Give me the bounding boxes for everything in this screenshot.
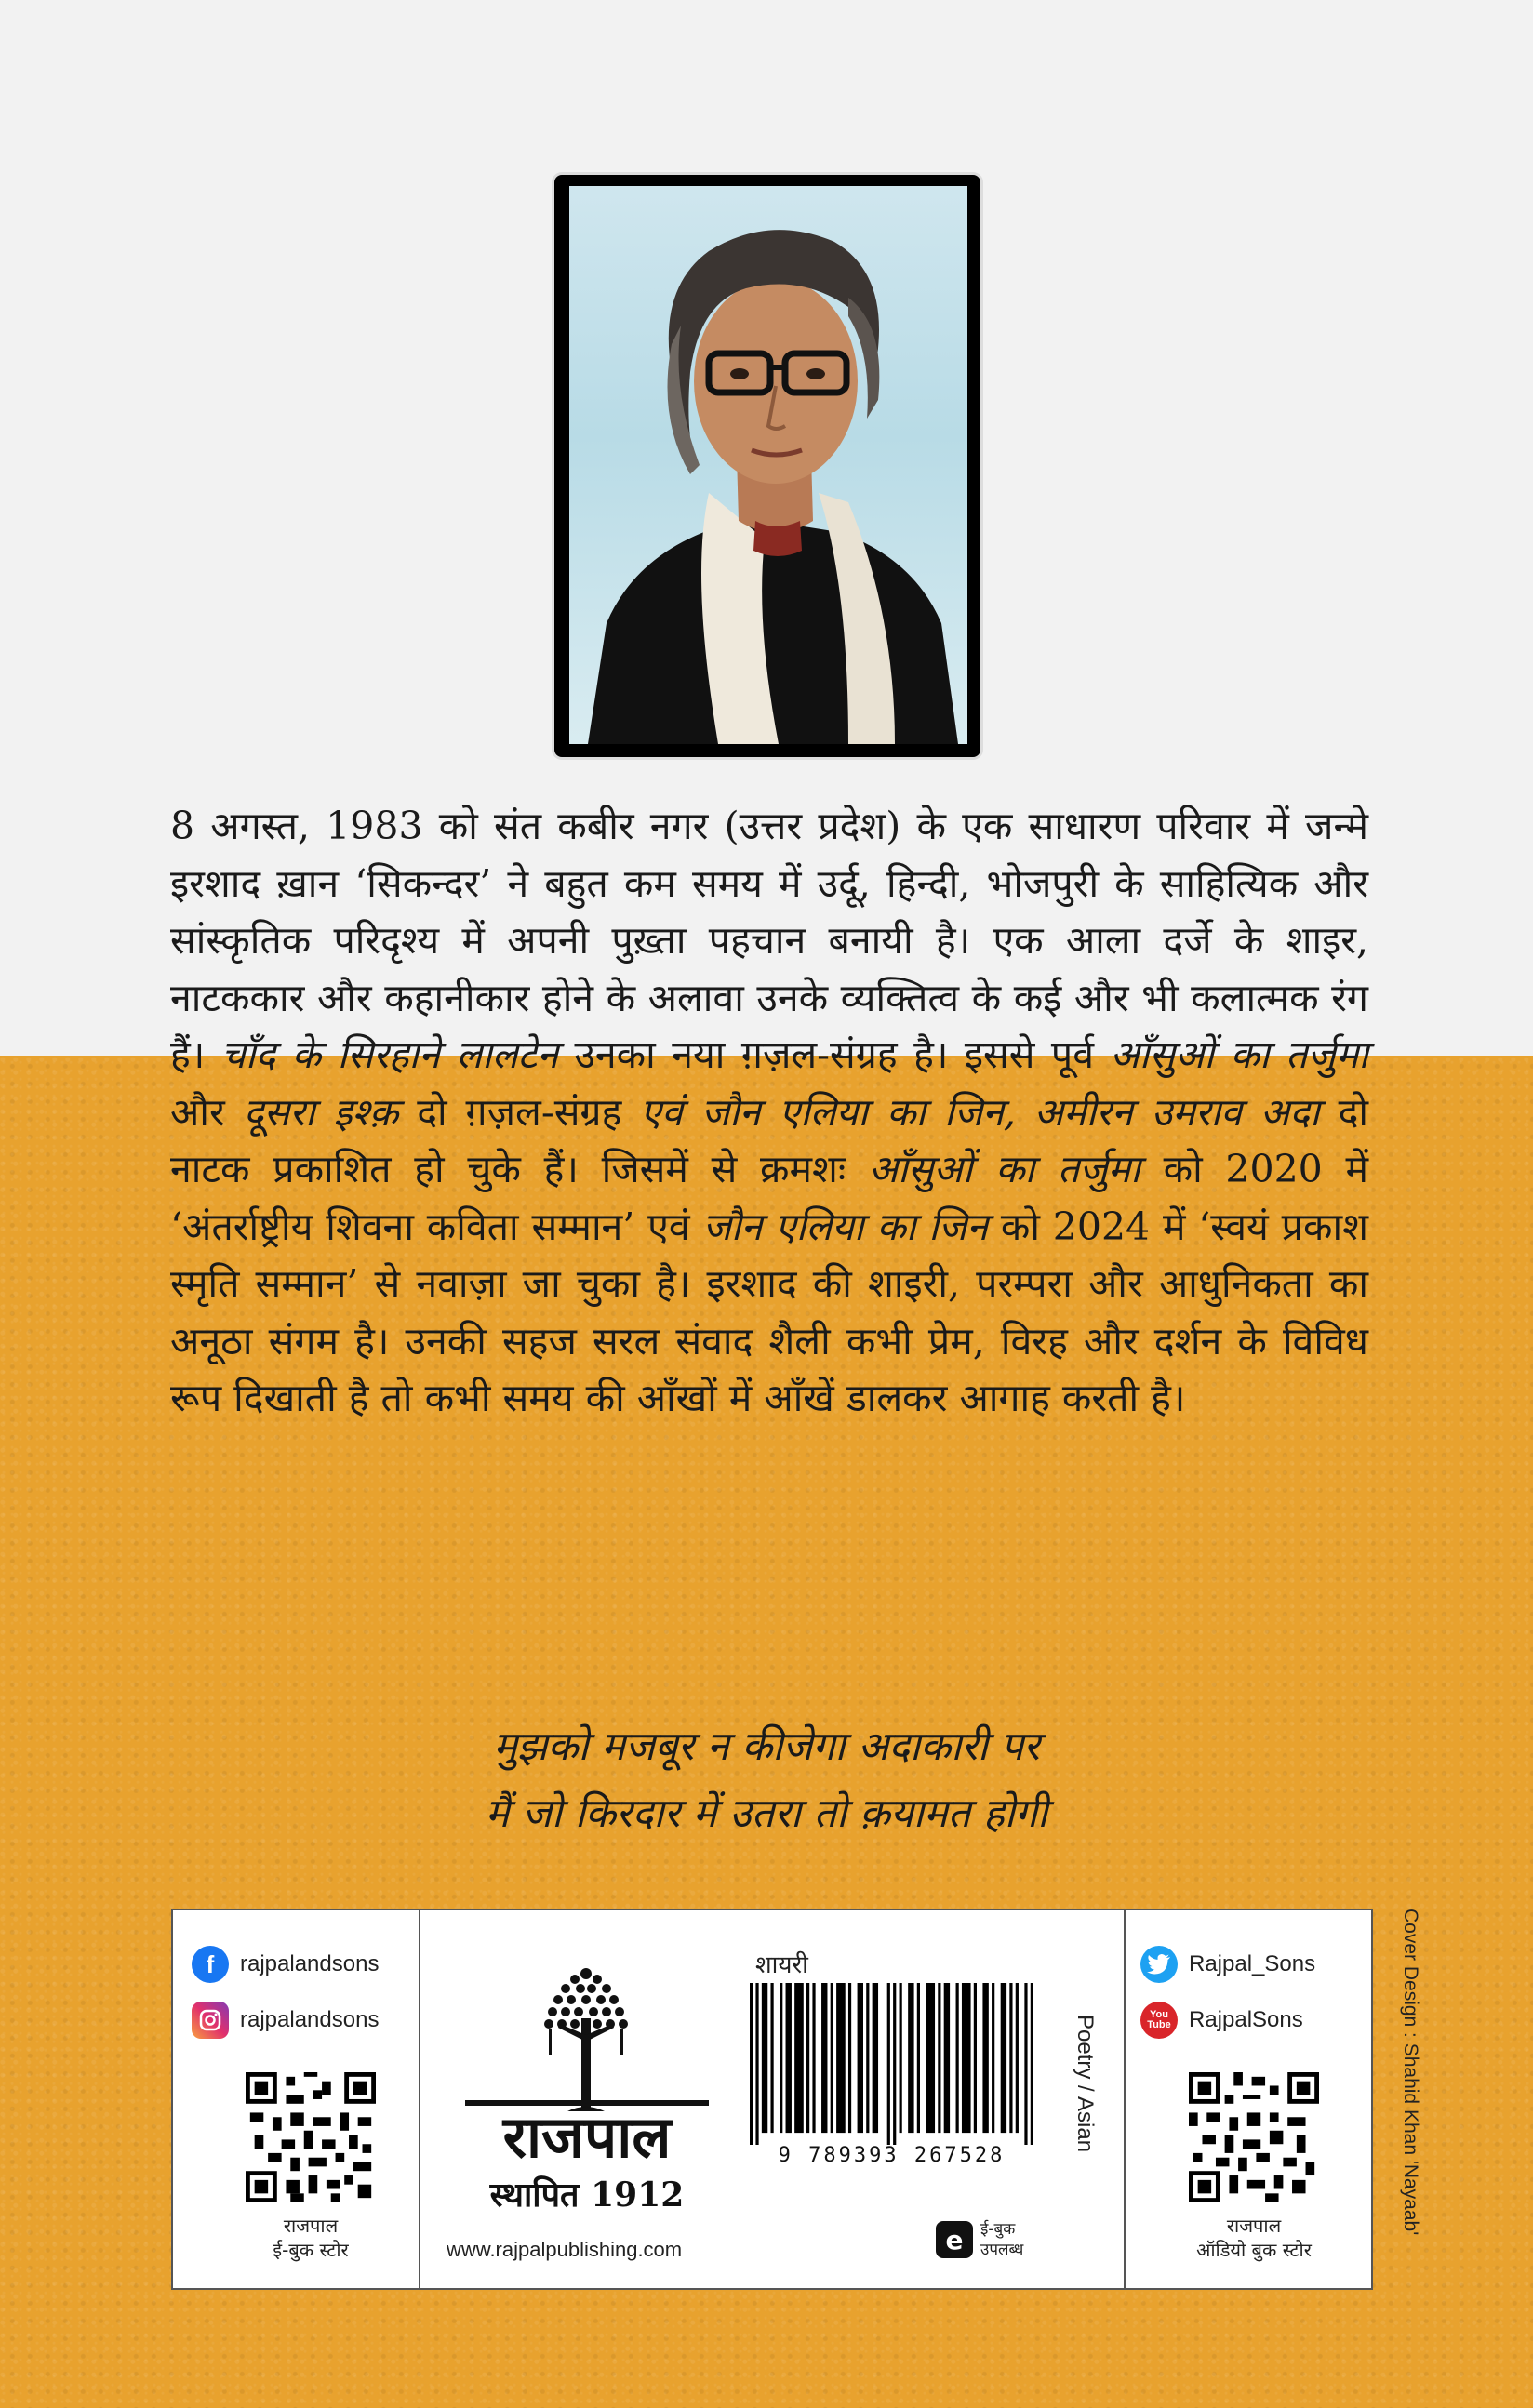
bio-play-intro: एवं [640, 1089, 683, 1135]
ebook-available-caption [980, 2219, 1023, 2260]
isbn-barcode [750, 1983, 1033, 2145]
bio-book-title-2: दूसरा इश्क़ [243, 1089, 399, 1135]
bio-text-6: को 2024 में ‘स्वयं प्रकाश स्मृति सम्मान’ से नवाज़ा जा चुका है। इरशाद की शाइरी, परम्परा और आधुनिकता का अनूठा संगम है। उनकी सहज सरल संवाद शैली कभी प्रेम, विरह और दर्शन के विविध रूप दिखाती है तो कभी समय की आँखों में आँखें डालकर आगाह करती है। [170, 1204, 1368, 1420]
bio-play-title-award: जौन एलिया का जिन [702, 1204, 989, 1249]
couplet-line-1: मुझको मजबूर न कीजेगा अदाकारी पर [493, 1723, 1040, 1770]
ebook-caption-line-1: ई-बुक [980, 2220, 1016, 2239]
author-portrait-illustration [569, 186, 967, 744]
bio-book-title-new: चाँद के सिरहाने लालटेन [220, 1032, 558, 1077]
instagram-link[interactable] [192, 2002, 379, 2039]
youtube-handle: RajpalSons [1189, 2007, 1303, 2032]
audiobook-store-qr-code[interactable] [1189, 2072, 1319, 2202]
cover-design-credit: Cover Design : Shahid Khan 'Nayaab' [1400, 1909, 1421, 2236]
couplet-line-2: मैं जो किरदार में उतरा तो क़यामत होगी [485, 1790, 1048, 1837]
ebook-store-qr-code[interactable] [246, 2072, 376, 2202]
publisher-website-link[interactable]: www.rajpalpublishing.com [447, 2238, 683, 2261]
panel-divider-left [419, 1910, 420, 2288]
banyan-tree-logo-icon [540, 1962, 633, 2116]
isbn-number: 9 789393 267528 [778, 2144, 1006, 2167]
ebook-store-caption-line-2: ई-बुक स्टोर [273, 2239, 349, 2261]
instagram-handle: rajpalandsons [240, 2007, 380, 2032]
panel-divider-right [1124, 1910, 1126, 2288]
youtube-link[interactable] [1140, 2002, 1303, 2039]
bio-text-5: को 2020 में ‘अंतर्राष्ट्रीय शिवना कविता सम्मान’ एवं [170, 1147, 1368, 1249]
audiobook-caption-line-2: ऑडियो बुक स्टोर [1196, 2239, 1312, 2261]
genre-english-label: Poetry / Asian [1073, 2015, 1098, 2153]
author-biography [170, 798, 1368, 1428]
twitter-bird-icon [1140, 1946, 1178, 1983]
poetry-couplet [0, 1713, 1533, 1847]
bio-play-titles: जौन एलिया का जिन, अमीरन उमराव अदा [700, 1089, 1320, 1135]
twitter-link[interactable] [1140, 1946, 1315, 1983]
bio-text-4: दो नाटक प्रकाशित हो चुके हैं। जिसमें से क्रमशः [170, 1089, 1368, 1191]
bio-and: और [170, 1089, 225, 1135]
audiobook-caption-line-1: राजपाल [1226, 2215, 1282, 2237]
bio-book-title-1-award: आँसुओं का तर्जुमा [868, 1147, 1140, 1191]
bio-text-2: उनका नया ग़ज़ल-संग्रह है। इससे पूर्व [574, 1032, 1094, 1077]
ebook-caption-line-2: उपलब्ध [980, 2241, 1024, 2259]
bio-intro: 8 अगस्त, 1983 को संत कबीर नगर (उत्तर प्रदेश) के एक साधारण परिवार में जन्मे इरशाद ख़ान ‘सिकन्दर’ ने बहुत कम समय में उर्दू, हिन्दी, भोजपुरी के साहित्यिक और सांस्कृतिक परिदृश्य में अपनी पुख़्ता पहचान बनायी है। एक आला दर्जे के शाइर, नाटककार और कहानीकार होने के अलावा उनके व्यक्तित्व के कई और भी कलात्मक रंग हैं। [170, 804, 1368, 1077]
facebook-icon: f [192, 1946, 229, 1983]
author-photo [569, 186, 967, 744]
youtube-icon: You Tube [1140, 2002, 1178, 2039]
ebook-icon: e [936, 2221, 973, 2258]
twitter-handle: Rajpal_Sons [1189, 1951, 1316, 1976]
publisher-logo-name: राजपाल [502, 2103, 672, 2171]
facebook-handle: rajpalandsons [240, 1951, 380, 1976]
genre-hindi-label: शायरी [755, 1951, 808, 1979]
publisher-established: स्थापित 1912 [489, 2175, 685, 2215]
bio-book-title-1: आँसुओं का तर्जुमा [1110, 1032, 1368, 1077]
ebook-store-caption [218, 2214, 404, 2262]
audiobook-store-caption [1152, 2214, 1356, 2262]
facebook-link[interactable] [192, 1946, 379, 1983]
bio-text-3: दो ग़ज़ल-संग्रह [417, 1089, 622, 1135]
ebook-store-caption-line-1: राजपाल [283, 2215, 339, 2237]
instagram-icon [192, 2002, 229, 2039]
